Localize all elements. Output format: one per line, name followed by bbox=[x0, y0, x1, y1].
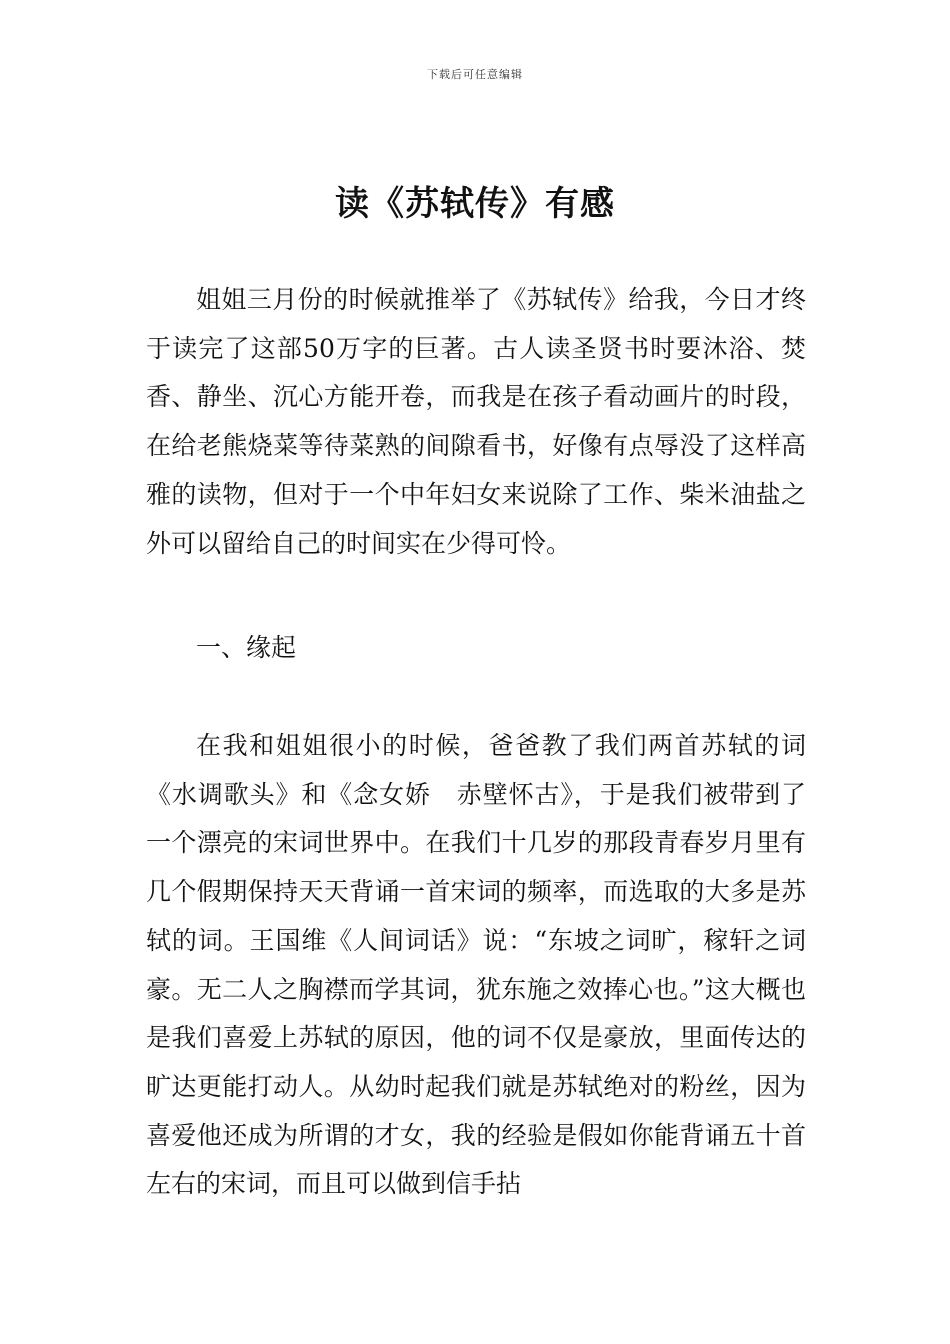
paragraph-intro: 姐姐三月份的时候就推举了《苏轼传》给我，今日才终于读完了这部50万字的巨著。古人读圣贤书时要沐浴、焚香、静坐、沉心方能开卷，而我是在孩子看动画片的时段，在给老熊烧菜等待菜熟的间隙看书，好像有点辱没了这样高雅的读物，但对于一个中年妇女来说除了工作、柴米油盐之外可以留给自己的时间实在少得可怜。 bbox=[146, 285, 806, 558]
paragraph-origin: 在我和姐姐很小的时候，爸爸教了我们两首苏轼的词《水调歌头》和《念女娇 赤壁怀古》，于是我们被带到了一个漂亮的宋词世界中。在我们十几岁的那段青春岁月里有几个假期保持天天背诵一首宋词的频率，而选取的大多是苏轼的词。王国维《人间词话》说：“东坡之词旷，稼轩之词豪。无二人之胸襟而学其词，犹东施之效捧心也。”这大概也是我们喜爱上苏轼的原因，他的词不仅是豪放，里面传达的旷达更能打动人。从幼时起我们就是苏轼绝对的粉丝，因为喜爱他还成为所谓的才女，我的经验是假如你能背诵五十首左右的宋词，而且可以做到信手拈 bbox=[146, 731, 806, 1199]
section-heading: 一、缘起 bbox=[196, 633, 297, 662]
document-title: 读《苏轼传》有感 bbox=[335, 184, 615, 224]
page-header-note: 下载后可任意编辑 bbox=[427, 68, 523, 81]
